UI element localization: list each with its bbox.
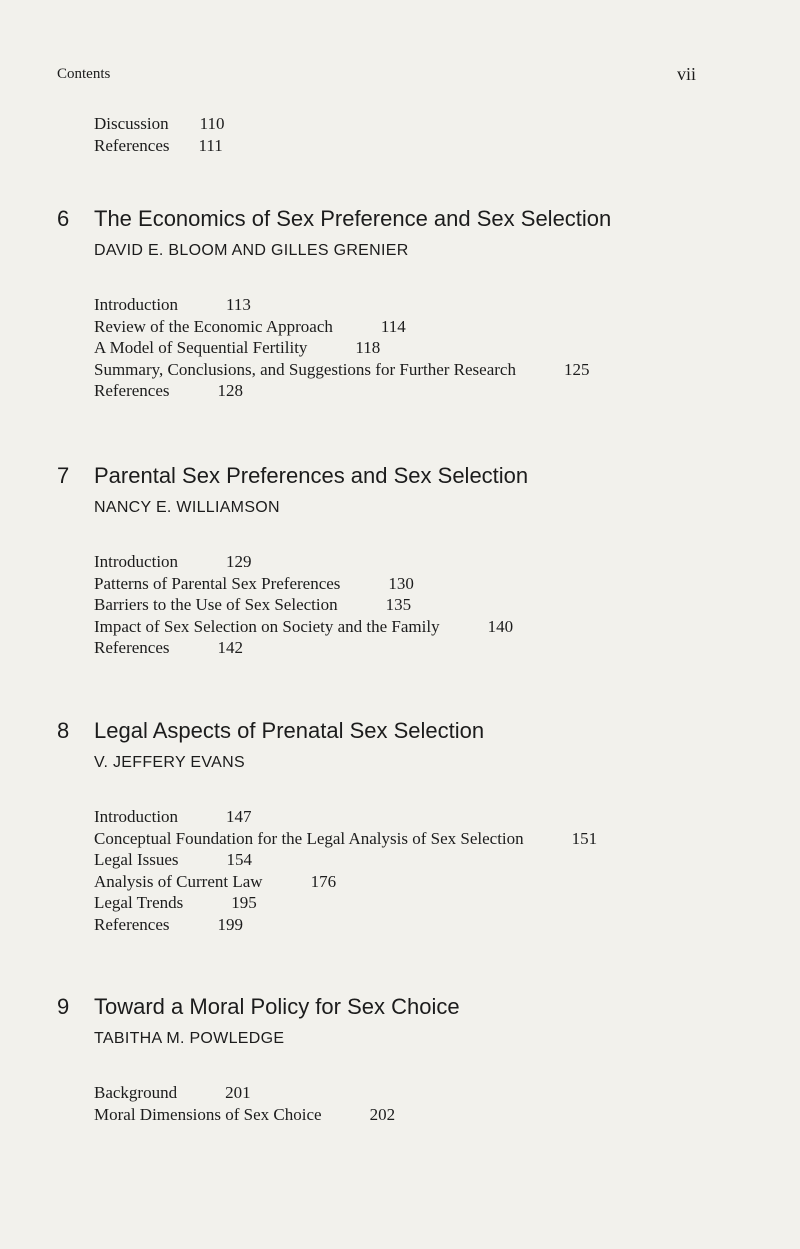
toc-entry — [94, 294, 589, 316]
toc-entry-page: 110 — [199, 114, 225, 133]
toc-entry — [94, 380, 589, 402]
toc-entry-title: Barriers to the Use of Sex Selection — [94, 595, 338, 614]
toc-entry-page: 142 — [217, 638, 244, 657]
chapter-title: Legal Aspects of Prenatal Sex Selection — [94, 718, 485, 743]
chapter-entries — [94, 551, 513, 659]
toc-entry-page: 135 — [385, 595, 412, 614]
toc-entry-page: 176 — [310, 871, 337, 891]
chapter-author: DAVID E. BLOOM AND GILLES GRENIER — [94, 242, 409, 259]
toc-entry — [94, 135, 225, 157]
toc-entry-page: 111 — [198, 135, 223, 155]
chapter-number: 6 — [57, 206, 70, 231]
toc-entry-title: Review of the Economic Approach — [94, 316, 333, 336]
toc-entry-page: 118 — [355, 338, 381, 357]
toc-entry-title: Legal Trends — [94, 893, 184, 912]
toc-entry — [94, 828, 597, 850]
toc-entry — [94, 892, 597, 914]
toc-entry-title: A Model of Sequential Fertility — [94, 338, 308, 357]
toc-entry-page: 140 — [487, 616, 514, 636]
toc-entry — [94, 316, 589, 338]
chapter-entries — [94, 1082, 395, 1125]
chapter-entries — [94, 294, 589, 402]
toc-entry-page: 130 — [388, 573, 414, 593]
toc-entry-title: Analysis of Current Law — [94, 871, 263, 891]
toc-entry — [94, 616, 513, 638]
chapter-number: 9 — [57, 994, 70, 1019]
toc-entry-page: 147 — [226, 807, 252, 826]
chapter-title: Toward a Moral Policy for Sex Choice — [94, 994, 460, 1019]
top-entries — [94, 113, 225, 156]
toc-entry — [94, 637, 513, 659]
toc-entry-title: Introduction — [94, 807, 179, 826]
toc-entry — [94, 806, 597, 828]
toc-entry — [94, 337, 589, 359]
toc-entry — [94, 594, 513, 616]
running-header-left: Contents — [57, 66, 111, 82]
toc-entry — [94, 551, 513, 573]
toc-entry-page: 125 — [563, 359, 590, 379]
toc-entry-title: Introduction — [94, 295, 179, 314]
toc-entry-title: Conceptual Foundation for the Legal Analysis of Sex Selection — [94, 828, 524, 848]
chapter-number: 8 — [57, 718, 70, 743]
toc-entry — [94, 1082, 395, 1104]
chapter-title: Parental Sex Preferences and Sex Selection — [94, 463, 529, 488]
toc-entry-title: Introduction — [94, 552, 179, 571]
toc-entry-page: 202 — [369, 1104, 396, 1124]
toc-entry-title: References — [94, 135, 170, 155]
toc-entry-page: 151 — [571, 828, 598, 848]
chapter-author: NANCY E. WILLIAMSON — [94, 499, 280, 516]
toc-entry-page: 154 — [226, 850, 253, 869]
toc-entry-title: Discussion — [94, 114, 169, 133]
toc-entry-title: Legal Issues — [94, 850, 179, 869]
toc-entry — [94, 1104, 395, 1126]
chapter-number: 7 — [57, 463, 70, 488]
toc-entry-title: Impact of Sex Selection on Society and the Family — [94, 616, 440, 636]
toc-entry-title: Moral Dimensions of Sex Choice — [94, 1104, 322, 1124]
toc-entry — [94, 914, 597, 936]
chapter-author: TABITHA M. POWLEDGE — [94, 1030, 285, 1047]
toc-entry-title: Background — [94, 1083, 178, 1102]
toc-entry-title: Patterns of Parental Sex Preferences — [94, 573, 341, 593]
toc-entry-page: 195 — [231, 893, 257, 912]
toc-entry-page: 128 — [217, 381, 244, 400]
toc-entry-page: 201 — [225, 1083, 251, 1102]
toc-entry-page: 199 — [217, 914, 244, 934]
page-number: vii — [676, 64, 696, 84]
toc-entry — [94, 573, 513, 595]
toc-entry-page: 129 — [226, 552, 252, 571]
toc-entry-title: References — [94, 381, 170, 400]
toc-entry-page: 113 — [226, 295, 251, 314]
toc-entry — [94, 359, 589, 381]
chapter-author: V. JEFFERY EVANS — [94, 754, 245, 771]
toc-entry — [94, 849, 597, 871]
toc-entry-page: 114 — [380, 316, 406, 336]
toc-entry-title: Summary, Conclusions, and Suggestions for Further Research — [94, 359, 516, 379]
toc-entry-title: References — [94, 914, 170, 934]
toc-entry-title: References — [94, 638, 170, 657]
chapter-title: The Economics of Sex Preference and Sex Selection — [94, 206, 612, 231]
toc-entry — [94, 871, 597, 893]
chapter-entries — [94, 806, 597, 935]
toc-entry — [94, 113, 225, 135]
